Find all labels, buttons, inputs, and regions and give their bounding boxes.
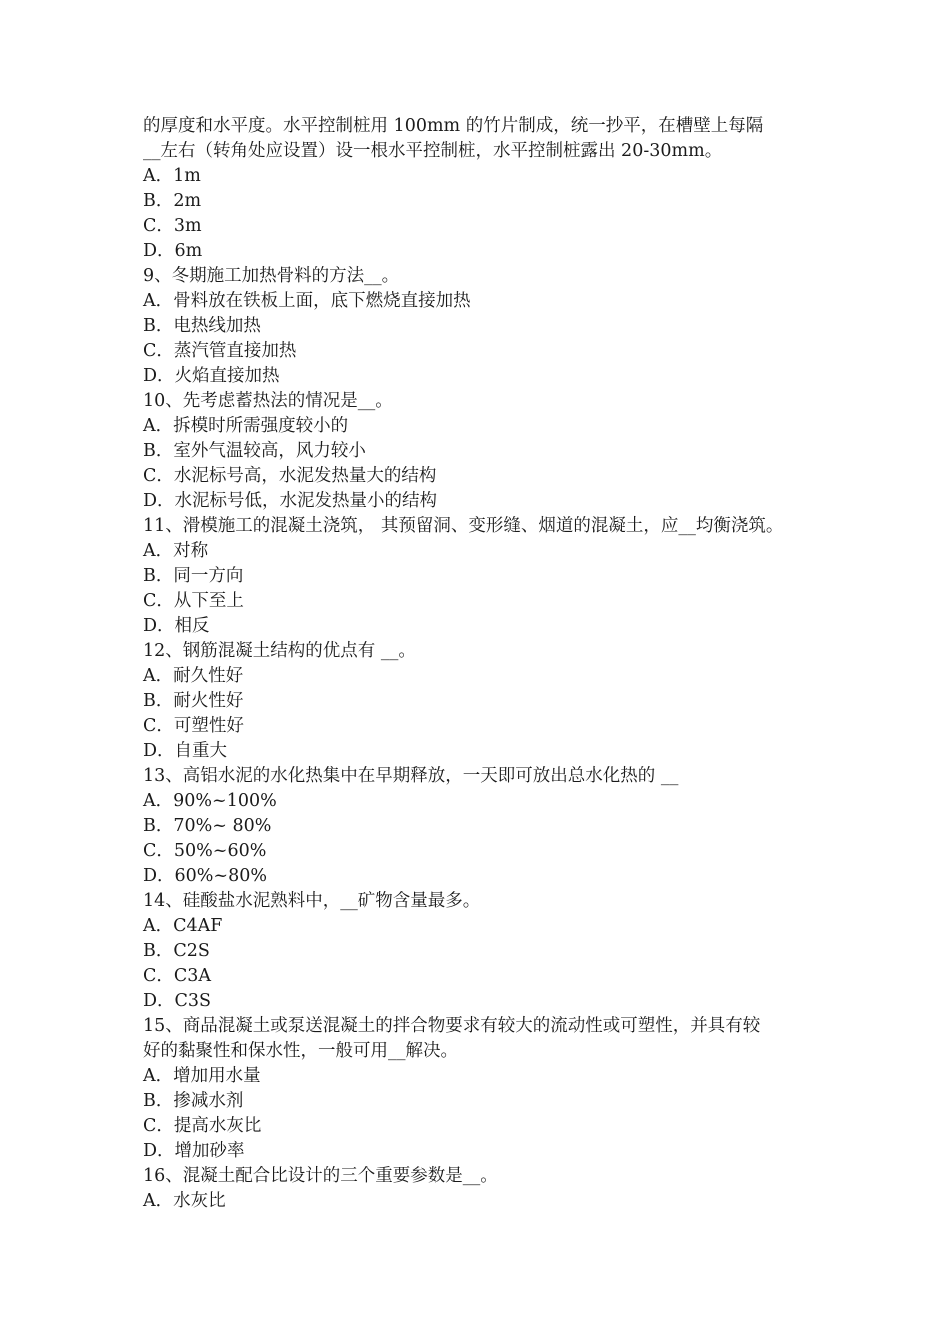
question-11-option-a: A．对称 [143,541,209,561]
intro-option-c: C．3m [143,216,202,236]
question-14-option-a: A．C4AF [143,916,223,936]
question-9-option-b: B．电热线加热 [143,316,261,336]
question-15-option-d: D．增加砂率 [143,1141,245,1161]
question-9-option-d: D．火焰直接加热 [143,366,280,386]
question-12-stem: 12、钢筋混凝土结构的优点有 __。 [143,641,416,661]
question-15-stem-line-1: 15、商品混凝土或泵送混凝土的拌合物要求有较大的流动性或可塑性，并具有较 [143,1016,761,1036]
question-13-option-b: B．70%~ 80% [143,816,272,836]
question-15-option-a: A．增加用水量 [143,1066,261,1086]
question-11-option-b: B．同一方向 [143,566,244,586]
question-10-option-a: A．拆模时所需强度较小的 [143,416,349,436]
question-15-option-b: B．掺减水剂 [143,1091,244,1111]
question-10-stem: 10、先考虑蓄热法的情况是__。 [143,391,393,411]
intro-option-b: B．2m [143,191,202,211]
question-10-option-d: D．水泥标号低，水泥发热量小的结构 [143,491,438,511]
question-11-option-d: D．相反 [143,616,210,636]
question-9-stem: 9、冬期施工加热骨料的方法__。 [143,266,400,286]
question-13-option-c: C．50%~60% [143,841,267,861]
question-9-option-a: A．骨料放在铁板上面，底下燃烧直接加热 [143,291,471,311]
intro-option-d: D．6m [143,241,203,261]
question-9-option-c: C．蒸汽管直接加热 [143,341,297,361]
question-10-option-b: B．室外气温较高，风力较小 [143,441,366,461]
question-11-option-c: C．从下至上 [143,591,244,611]
intro-line-2: __左右（转角处应设置）设一根水平控制桩，水平控制桩露出 20-30mm。 [143,141,723,161]
intro-line-1: 的厚度和水平度。水平控制桩用 100mm 的竹片制成，统一抄平，在槽壁上每隔 [143,116,764,136]
question-13-option-a: A．90%~100% [143,791,277,811]
question-14-option-b: B．C2S [143,941,210,961]
question-10-option-c: C．水泥标号高，水泥发热量大的结构 [143,466,437,486]
question-12-option-b: B．耐火性好 [143,691,244,711]
question-14-stem: 14、硅酸盐水泥熟料中，__矿物含量最多。 [143,891,481,911]
question-14-option-c: C．C3A [143,966,212,986]
question-12-option-c: C．可塑性好 [143,716,244,736]
question-16-option-a: A．水灰比 [143,1191,226,1211]
question-16-stem: 16、混凝土配合比设计的三个重要参数是__。 [143,1166,498,1186]
question-13-stem: 13、高铝水泥的水化热集中在早期释放，一天即可放出总水化热的 __ [143,766,679,786]
question-15-option-c: C．提高水灰比 [143,1116,262,1136]
question-12-option-a: A．耐久性好 [143,666,244,686]
intro-option-a: A．1m [143,166,201,186]
question-11-stem: 11、滑模施工的混凝土浇筑， 其预留洞、变形缝、烟道的混凝土，应__均衡浇筑。 [143,516,784,536]
document-body [143,114,813,1214]
question-13-option-d: D．60%~80% [143,866,267,886]
question-14-option-d: D．C3S [143,991,212,1011]
question-15-stem-line-2: 好的黏聚性和保水性，一般可用__解决。 [143,1041,458,1061]
question-12-option-d: D．自重大 [143,741,228,761]
